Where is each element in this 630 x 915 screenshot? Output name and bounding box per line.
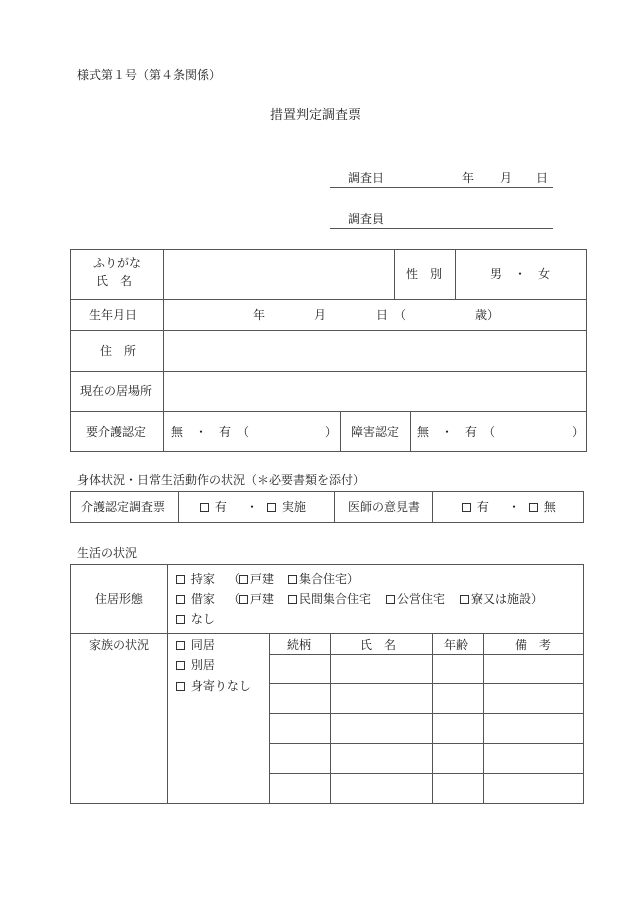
rent-dorm-checkbox[interactable]: 寮又は施設） [460, 592, 543, 606]
disability-cert-close: ） [572, 425, 585, 439]
family-label: 家族の状況 [89, 638, 150, 652]
rent-house-checkbox[interactable]: 借家 [176, 592, 215, 606]
checkbox-icon [176, 575, 185, 584]
checkbox-icon [529, 503, 538, 512]
checkbox-icon [176, 615, 185, 624]
checkbox-icon [176, 595, 185, 604]
care-cert-options[interactable]: 無 ・ 有 （ [171, 425, 250, 439]
family-separate-checkbox[interactable]: 別居 [176, 658, 215, 672]
rent-paren: （ [228, 592, 241, 606]
checkbox-icon [386, 595, 395, 604]
care-survey-done-checkbox[interactable]: 実施 [267, 500, 306, 514]
checkbox-icon [462, 503, 471, 512]
own-house-checkbox[interactable]: 持家 [176, 572, 215, 586]
rent-private-apartment-checkbox[interactable]: 民間集合住宅 [288, 592, 371, 606]
checkbox-icon [267, 503, 276, 512]
current-location-label: 現在の居場所 [80, 384, 153, 398]
family-together-checkbox[interactable]: 同居 [176, 638, 215, 652]
body-status-title: 身体状況・日常生活動作の状況（＊必要書類を添付） [77, 473, 366, 487]
checkbox-icon [176, 641, 185, 650]
checkbox-icon [200, 503, 209, 512]
family-table-row[interactable] [270, 684, 583, 712]
family-table-row[interactable] [270, 774, 583, 803]
own-paren: （ [228, 572, 241, 586]
current-location-field[interactable] [166, 374, 584, 409]
header-remarks: 備 考 [515, 638, 552, 652]
birth-year-label: 年 [253, 308, 266, 322]
rent-public-checkbox[interactable]: 公営住宅 [386, 592, 445, 606]
disability-cert-label: 障害認定 [351, 425, 400, 439]
gender-label: 性 別 [406, 267, 443, 281]
own-apartment-checkbox[interactable]: 集合住宅） [288, 572, 359, 586]
age-label: 歳） [475, 308, 500, 322]
surveyor-underline [330, 228, 553, 229]
gender-options[interactable]: 男 ・ 女 [490, 267, 551, 281]
form-number: 様式第１号（第４条関係） [77, 68, 222, 82]
care-survey-yes-checkbox[interactable]: 有 [200, 500, 227, 514]
address-field[interactable] [166, 333, 584, 369]
surveyor-label: 調査員 [348, 212, 385, 226]
checkbox-icon [288, 575, 297, 584]
family-table-row[interactable] [270, 744, 583, 772]
surveyor-field[interactable] [390, 208, 550, 226]
survey-month-label: 月 [500, 171, 513, 185]
checkbox-icon [176, 682, 185, 691]
care-cert-close: ） [325, 425, 338, 439]
family-none-checkbox[interactable]: 身寄りなし [176, 679, 251, 693]
care-survey-label: 介護認定調査票 [81, 500, 166, 514]
address-label: 住 所 [100, 344, 137, 358]
own-detached-checkbox[interactable]: 戸建 [239, 572, 274, 586]
care-cert-label: 要介護認定 [86, 425, 147, 439]
checkbox-icon [176, 661, 185, 670]
doctor-yes-checkbox[interactable]: 有 [462, 500, 489, 514]
family-table-row[interactable] [270, 714, 583, 742]
doctor-dot: ・ [508, 500, 521, 514]
no-house-checkbox[interactable]: なし [176, 612, 215, 626]
disability-cert-options[interactable]: 無 ・ 有 （ [417, 425, 496, 439]
survey-year-label: 年 [462, 171, 475, 185]
family-table-row[interactable] [270, 655, 583, 682]
header-name: 氏 名 [360, 638, 397, 652]
life-section-title: 生活の状況 [77, 546, 138, 560]
furigana-label: ふりがな [93, 256, 142, 270]
name-field[interactable] [166, 251, 392, 297]
checkbox-icon [239, 575, 248, 584]
doctor-no-checkbox[interactable]: 無 [529, 500, 556, 514]
checkbox-icon [239, 595, 248, 604]
rent-detached-checkbox[interactable]: 戸建 [239, 592, 274, 606]
survey-date-field[interactable] [380, 168, 455, 186]
doctor-opinion-label: 医師の意見書 [348, 500, 421, 514]
birth-month-label: 月 [314, 308, 327, 322]
header-age: 年齢 [444, 638, 469, 652]
name-label: 氏 名 [96, 274, 133, 288]
survey-date-underline [330, 187, 553, 188]
care-survey-dot: ・ [246, 500, 259, 514]
survey-day-label: 日 [536, 171, 549, 185]
page-title: 措置判定調査票 [270, 108, 362, 123]
birthdate-field[interactable] [166, 302, 584, 328]
checkbox-icon [288, 595, 297, 604]
checkbox-icon [460, 595, 469, 604]
housing-label: 住居形態 [95, 592, 144, 606]
birthdate-label: 生年月日 [89, 308, 138, 322]
survey-date-label: 調査日 [348, 171, 385, 185]
birth-day-label: 日 （ [376, 308, 407, 322]
header-relation: 続柄 [287, 638, 312, 652]
